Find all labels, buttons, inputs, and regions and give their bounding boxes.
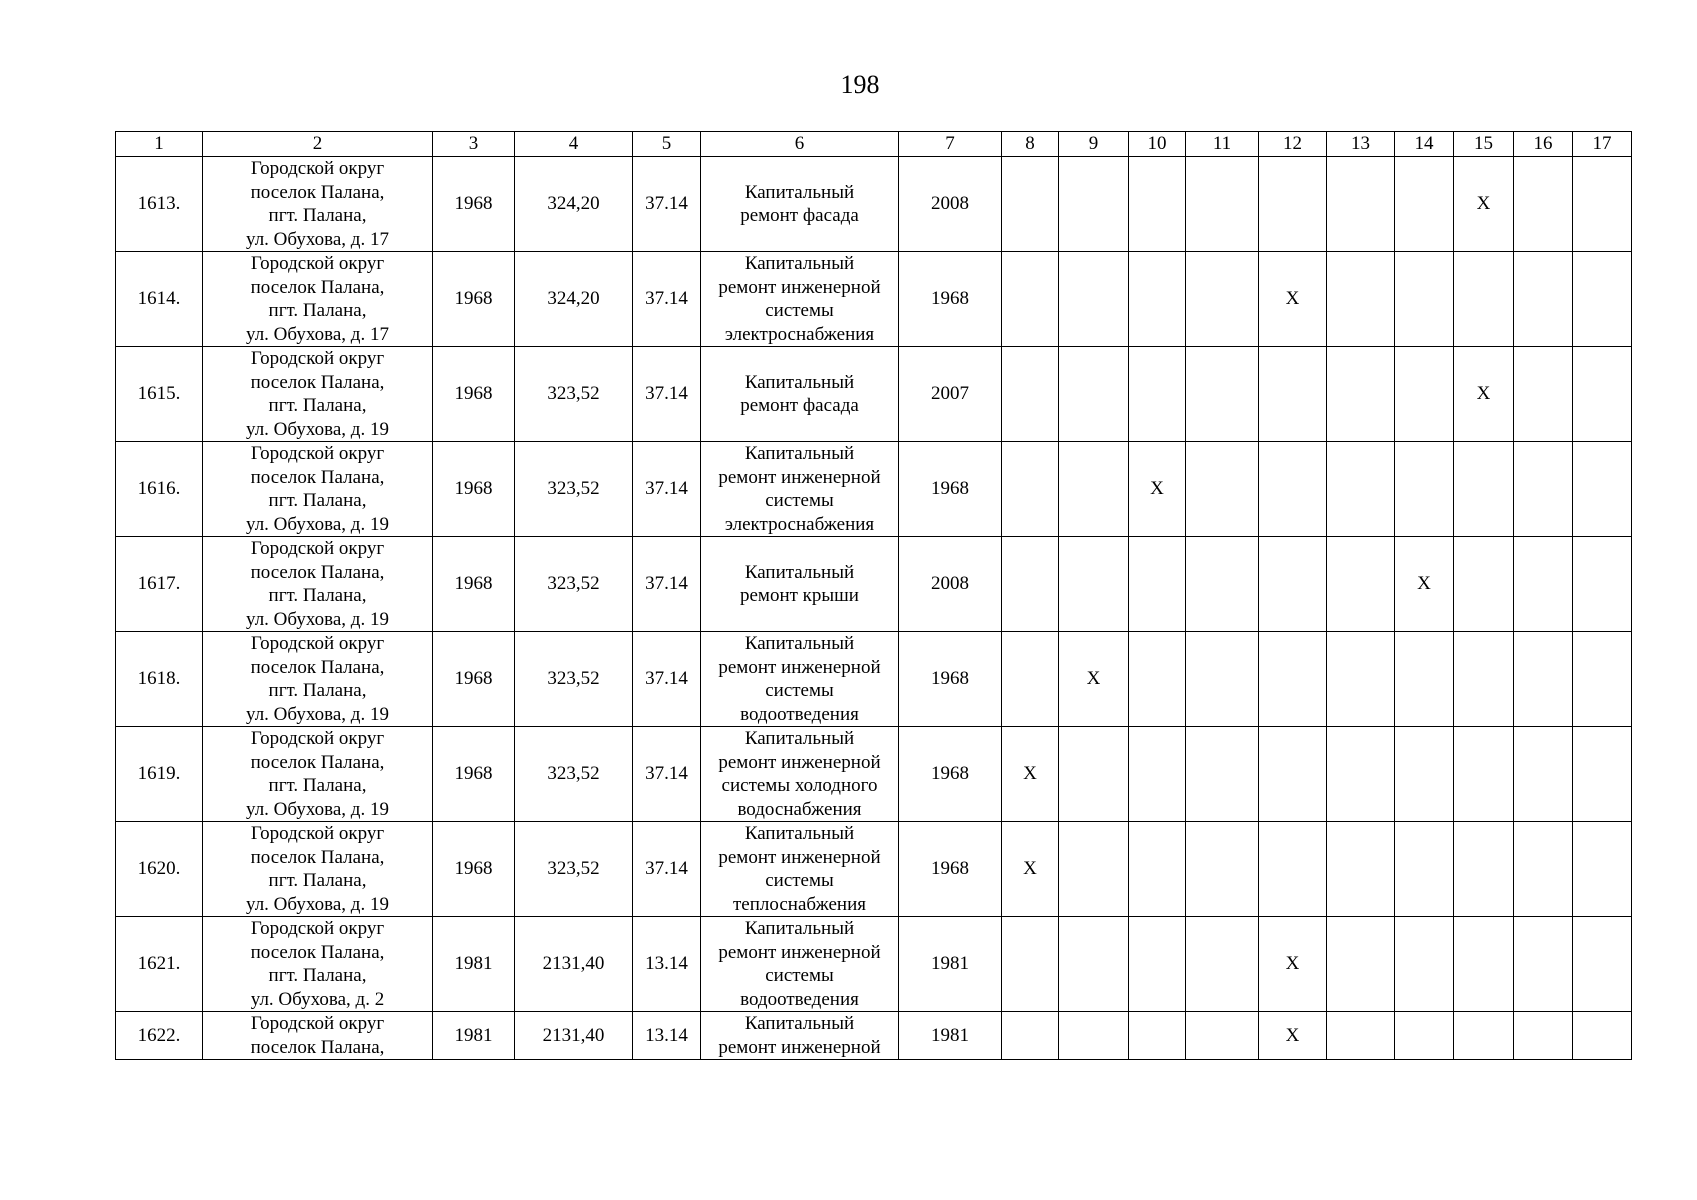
code-text: 37.14 (645, 858, 688, 880)
schedule-cell-col-8 (1002, 252, 1059, 347)
work-type-cell (701, 632, 899, 727)
table-row (116, 442, 1632, 537)
schedule-cell-col-14 (1395, 917, 1454, 1012)
work-year-text: 1981 (931, 953, 969, 975)
work-year-text: 2007 (931, 383, 969, 405)
work-year-text: 1968 (931, 858, 969, 880)
column-number-header: 13 (1327, 132, 1395, 157)
code-text: 37.14 (645, 573, 688, 595)
schedule-cell-col-10 (1129, 727, 1186, 822)
column-number-header: 2 (203, 132, 433, 157)
schedule-cell-col-11 (1186, 537, 1259, 632)
row-number-text: 1622. (137, 1024, 181, 1046)
area-cell (515, 347, 633, 442)
schedule-cell-col-9 (1059, 632, 1129, 727)
area-text: 324,20 (547, 288, 600, 310)
row-number-cell (116, 822, 203, 917)
row-number-text: 1614. (137, 288, 181, 310)
address-cell (203, 442, 433, 537)
address-cell (203, 1012, 433, 1060)
schedule-cell-col-13 (1327, 252, 1395, 347)
table-row (116, 347, 1632, 442)
area-text: 2131,40 (542, 1024, 605, 1046)
column-number-header: 16 (1514, 132, 1573, 157)
row-number-cell (116, 727, 203, 822)
schedule-cell-col-14 (1395, 347, 1454, 442)
code-text: 13.14 (645, 953, 688, 975)
schedule-cell-col-16 (1514, 727, 1573, 822)
column-number-header: 1 (116, 132, 203, 157)
build-year-text: 1968 (454, 478, 493, 500)
work-type-text: Капитальный ремонт инженерной системы электроснабжения (718, 253, 881, 345)
row-number-text: 1619. (137, 763, 181, 785)
schedule-cell-col-16 (1514, 252, 1573, 347)
build-year-cell (433, 157, 515, 252)
schedule-cell-col-16 (1514, 822, 1573, 917)
schedule-cell-col-14 (1395, 537, 1454, 632)
address-text: Городской округ поселок Палана, (250, 1013, 385, 1058)
address-cell (203, 727, 433, 822)
schedule-cell-col-12 (1259, 537, 1327, 632)
row-number-cell (116, 157, 203, 252)
schedule-cell-col-8 (1002, 157, 1059, 252)
schedule-cell-col-10 (1129, 632, 1186, 727)
work-type-cell (701, 727, 899, 822)
schedule-cell-col-12 (1259, 917, 1327, 1012)
schedule-cell-col-9 (1059, 822, 1129, 917)
code-text: 37.14 (645, 288, 688, 310)
table-row (116, 632, 1632, 727)
row-number-cell (116, 347, 203, 442)
schedule-mark: X (1476, 193, 1491, 215)
code-text: 37.14 (645, 478, 688, 500)
schedule-cell-col-13 (1327, 157, 1395, 252)
schedule-cell-col-11 (1186, 632, 1259, 727)
repair-register-table (115, 131, 1632, 1060)
build-year-cell (433, 442, 515, 537)
schedule-cell-col-8 (1002, 347, 1059, 442)
schedule-cell-col-17 (1573, 822, 1632, 917)
schedule-cell-col-13 (1327, 537, 1395, 632)
table-row (116, 537, 1632, 632)
schedule-cell-col-8 (1002, 822, 1059, 917)
column-number-header: 17 (1573, 132, 1632, 157)
schedule-cell-col-16 (1514, 157, 1573, 252)
table-body (116, 157, 1632, 1060)
column-number-header: 12 (1259, 132, 1327, 157)
row-number-text: 1613. (137, 193, 181, 215)
address-cell (203, 917, 433, 1012)
schedule-cell-col-14 (1395, 157, 1454, 252)
code-cell (633, 822, 701, 917)
work-type-cell (701, 157, 899, 252)
schedule-mark: X (1023, 763, 1037, 785)
work-type-text: Капитальный ремонт инженерной (718, 1013, 881, 1058)
schedule-cell-col-11 (1186, 252, 1259, 347)
column-number-header: 6 (701, 132, 899, 157)
schedule-cell-col-16 (1514, 347, 1573, 442)
work-type-cell (701, 1012, 899, 1060)
row-number-text: 1621. (137, 953, 181, 975)
build-year-cell (433, 1012, 515, 1060)
schedule-cell-col-17 (1573, 917, 1632, 1012)
build-year-cell (433, 822, 515, 917)
schedule-cell-col-10 (1129, 157, 1186, 252)
schedule-cell-col-10 (1129, 917, 1186, 1012)
area-cell (515, 632, 633, 727)
schedule-cell-col-15 (1454, 157, 1514, 252)
area-text: 323,52 (547, 763, 600, 785)
schedule-cell-col-17 (1573, 632, 1632, 727)
column-number-header: 8 (1002, 132, 1059, 157)
row-number-cell (116, 442, 203, 537)
column-number-header: 9 (1059, 132, 1129, 157)
schedule-cell-col-13 (1327, 1012, 1395, 1060)
schedule-cell-col-9 (1059, 252, 1129, 347)
row-number-text: 1615. (137, 383, 181, 405)
column-number-header: 14 (1395, 132, 1454, 157)
table-row (116, 157, 1632, 252)
schedule-cell-col-17 (1573, 442, 1632, 537)
work-type-text: Капитальный ремонт инженерной системы электроснабжения (718, 443, 881, 535)
schedule-cell-col-9 (1059, 157, 1129, 252)
address-text: Городской округ поселок Палана, пгт. Палана, ул. Обухова, д. 19 (246, 633, 389, 725)
build-year-text: 1981 (454, 1024, 493, 1046)
build-year-cell (433, 727, 515, 822)
schedule-cell-col-14 (1395, 822, 1454, 917)
work-type-cell (701, 822, 899, 917)
schedule-cell-col-8 (1002, 1012, 1059, 1060)
code-cell (633, 157, 701, 252)
address-text: Городской округ поселок Палана, пгт. Палана, ул. Обухова, д. 19 (246, 728, 389, 820)
work-type-text: Капитальный ремонт инженерной системы теплоснабжения (718, 823, 881, 915)
code-cell (633, 632, 701, 727)
schedule-cell-col-16 (1514, 632, 1573, 727)
work-type-cell (701, 917, 899, 1012)
schedule-cell-col-14 (1395, 632, 1454, 727)
schedule-cell-col-8 (1002, 442, 1059, 537)
work-year-text: 1968 (931, 668, 969, 690)
schedule-cell-col-15 (1454, 632, 1514, 727)
work-type-cell (701, 442, 899, 537)
work-type-cell (701, 537, 899, 632)
code-cell (633, 347, 701, 442)
work-type-text: Капитальный ремонт инженерной системы водоотведения (718, 918, 881, 1010)
code-text: 37.14 (645, 763, 688, 785)
schedule-cell-col-8 (1002, 917, 1059, 1012)
schedule-cell-col-12 (1259, 632, 1327, 727)
address-text: Городской округ поселок Палана, пгт. Палана, ул. Обухова, д. 17 (246, 253, 389, 345)
address-cell (203, 537, 433, 632)
schedule-cell-col-8 (1002, 537, 1059, 632)
work-type-text: Капитальный ремонт фасада (740, 371, 859, 416)
address-text: Городской округ поселок Палана, пгт. Палана, ул. Обухова, д. 2 (250, 918, 385, 1010)
schedule-cell-col-9 (1059, 917, 1129, 1012)
schedule-cell-col-14 (1395, 1012, 1454, 1060)
work-year-cell (899, 537, 1002, 632)
schedule-cell-col-15 (1454, 442, 1514, 537)
schedule-cell-col-12 (1259, 1012, 1327, 1060)
code-cell (633, 252, 701, 347)
schedule-cell-col-13 (1327, 442, 1395, 537)
column-number-header: 4 (515, 132, 633, 157)
address-cell (203, 632, 433, 727)
build-year-cell (433, 252, 515, 347)
area-text: 323,52 (547, 478, 600, 500)
schedule-cell-col-9 (1059, 347, 1129, 442)
work-year-cell (899, 252, 1002, 347)
code-cell (633, 1012, 701, 1060)
work-year-cell (899, 917, 1002, 1012)
schedule-mark: X (1023, 858, 1037, 880)
area-text: 323,52 (547, 858, 600, 880)
area-cell (515, 537, 633, 632)
schedule-cell-col-9 (1059, 1012, 1129, 1060)
row-number-cell (116, 632, 203, 727)
code-text: 37.14 (645, 193, 688, 215)
schedule-cell-col-10 (1129, 252, 1186, 347)
build-year-text: 1968 (454, 763, 493, 785)
schedule-cell-col-13 (1327, 727, 1395, 822)
schedule-cell-col-11 (1186, 917, 1259, 1012)
schedule-cell-col-10 (1129, 1012, 1186, 1060)
schedule-cell-col-15 (1454, 727, 1514, 822)
schedule-cell-col-17 (1573, 347, 1632, 442)
area-cell (515, 917, 633, 1012)
work-year-text: 1968 (931, 763, 969, 785)
row-number-cell (116, 537, 203, 632)
schedule-cell-col-9 (1059, 442, 1129, 537)
column-number-header: 11 (1186, 132, 1259, 157)
schedule-cell-col-10 (1129, 347, 1186, 442)
address-cell (203, 347, 433, 442)
schedule-mark: X (1285, 1024, 1300, 1046)
row-number-text: 1616. (137, 478, 181, 500)
schedule-cell-col-14 (1395, 727, 1454, 822)
row-number-text: 1620. (137, 858, 181, 880)
area-text: 323,52 (547, 573, 600, 595)
row-number-cell (116, 917, 203, 1012)
table-header (116, 132, 1632, 157)
area-text: 324,20 (547, 193, 600, 215)
row-number-cell (116, 1012, 203, 1060)
schedule-cell-col-17 (1573, 252, 1632, 347)
area-cell (515, 1012, 633, 1060)
work-type-text: Капитальный ремонт крыши (740, 561, 859, 606)
build-year-text: 1968 (454, 668, 493, 690)
code-cell (633, 442, 701, 537)
area-cell (515, 252, 633, 347)
build-year-text: 1968 (454, 573, 493, 595)
schedule-cell-col-15 (1454, 347, 1514, 442)
schedule-mark: X (1417, 573, 1431, 595)
work-type-text: Капитальный ремонт фасада (740, 181, 859, 226)
build-year-cell (433, 347, 515, 442)
work-year-text: 1981 (931, 1024, 969, 1046)
column-number-row (116, 132, 1632, 157)
schedule-cell-col-17 (1573, 1012, 1632, 1060)
build-year-cell (433, 632, 515, 727)
work-year-cell (899, 1012, 1002, 1060)
schedule-mark: X (1086, 668, 1101, 690)
schedule-cell-col-15 (1454, 537, 1514, 632)
schedule-cell-col-13 (1327, 822, 1395, 917)
schedule-cell-col-12 (1259, 157, 1327, 252)
schedule-cell-col-11 (1186, 822, 1259, 917)
schedule-mark: X (1285, 288, 1300, 310)
schedule-cell-col-10 (1129, 537, 1186, 632)
schedule-cell-col-11 (1186, 347, 1259, 442)
schedule-cell-col-12 (1259, 727, 1327, 822)
code-text: 13.14 (645, 1024, 688, 1046)
code-cell (633, 727, 701, 822)
work-year-cell (899, 157, 1002, 252)
schedule-cell-col-17 (1573, 157, 1632, 252)
schedule-cell-col-9 (1059, 537, 1129, 632)
schedule-cell-col-16 (1514, 442, 1573, 537)
schedule-cell-col-15 (1454, 1012, 1514, 1060)
code-text: 37.14 (645, 668, 688, 690)
address-cell (203, 822, 433, 917)
schedule-mark: X (1476, 383, 1491, 405)
area-cell (515, 442, 633, 537)
schedule-cell-col-17 (1573, 727, 1632, 822)
build-year-cell (433, 537, 515, 632)
code-cell (633, 537, 701, 632)
address-text: Городской округ поселок Палана, пгт. Палана, ул. Обухова, д. 19 (246, 538, 389, 630)
table-row (116, 727, 1632, 822)
work-type-cell (701, 252, 899, 347)
schedule-cell-col-13 (1327, 917, 1395, 1012)
address-text: Городской округ поселок Палана, пгт. Палана, ул. Обухова, д. 19 (246, 443, 389, 535)
work-year-text: 1968 (931, 288, 969, 310)
table-row (116, 822, 1632, 917)
work-year-cell (899, 442, 1002, 537)
schedule-cell-col-15 (1454, 917, 1514, 1012)
schedule-cell-col-16 (1514, 917, 1573, 1012)
schedule-cell-col-10 (1129, 822, 1186, 917)
schedule-cell-col-11 (1186, 727, 1259, 822)
table-row (116, 1012, 1632, 1060)
work-type-text: Капитальный ремонт инженерной системы холодного водоснабжения (718, 728, 881, 820)
schedule-cell-col-8 (1002, 632, 1059, 727)
schedule-cell-col-10 (1129, 442, 1186, 537)
column-number-header: 7 (899, 132, 1002, 157)
work-type-cell (701, 347, 899, 442)
column-number-header: 15 (1454, 132, 1514, 157)
schedule-cell-col-11 (1186, 1012, 1259, 1060)
address-cell (203, 252, 433, 347)
area-cell (515, 157, 633, 252)
area-text: 323,52 (547, 383, 600, 405)
build-year-text: 1968 (454, 858, 493, 880)
row-number-text: 1618. (137, 668, 181, 690)
schedule-cell-col-11 (1186, 157, 1259, 252)
work-year-cell (899, 347, 1002, 442)
schedule-mark: X (1150, 478, 1164, 500)
schedule-cell-col-8 (1002, 727, 1059, 822)
schedule-cell-col-12 (1259, 347, 1327, 442)
area-text: 323,52 (547, 668, 600, 690)
build-year-text: 1968 (454, 383, 493, 405)
schedule-cell-col-12 (1259, 822, 1327, 917)
schedule-cell-col-16 (1514, 537, 1573, 632)
row-number-cell (116, 252, 203, 347)
schedule-cell-col-12 (1259, 252, 1327, 347)
build-year-text: 1981 (454, 953, 493, 975)
schedule-cell-col-11 (1186, 442, 1259, 537)
address-cell (203, 157, 433, 252)
column-number-header: 10 (1129, 132, 1186, 157)
build-year-cell (433, 917, 515, 1012)
table-row (116, 917, 1632, 1012)
schedule-cell-col-15 (1454, 822, 1514, 917)
work-year-text: 2008 (931, 573, 969, 595)
column-number-header: 3 (433, 132, 515, 157)
address-text: Городской округ поселок Палана, пгт. Палана, ул. Обухова, д. 17 (246, 158, 389, 250)
schedule-cell-col-13 (1327, 347, 1395, 442)
work-year-cell (899, 727, 1002, 822)
schedule-cell-col-14 (1395, 252, 1454, 347)
area-cell (515, 727, 633, 822)
schedule-cell-col-9 (1059, 727, 1129, 822)
schedule-cell-col-17 (1573, 537, 1632, 632)
schedule-cell-col-15 (1454, 252, 1514, 347)
work-type-text: Капитальный ремонт инженерной системы водоотведения (718, 633, 881, 725)
row-number-text: 1617. (137, 573, 181, 595)
work-year-text: 1968 (931, 478, 969, 500)
build-year-text: 1968 (454, 288, 493, 310)
page-number: 198 (840, 70, 880, 99)
work-year-cell (899, 632, 1002, 727)
code-cell (633, 917, 701, 1012)
address-text: Городской округ поселок Палана, пгт. Палана, ул. Обухова, д. 19 (246, 823, 389, 915)
area-cell (515, 822, 633, 917)
address-text: Городской округ поселок Палана, пгт. Палана, ул. Обухова, д. 19 (246, 348, 389, 440)
schedule-cell-col-12 (1259, 442, 1327, 537)
build-year-text: 1968 (454, 193, 493, 215)
work-year-text: 2008 (931, 193, 969, 215)
column-number-header: 5 (633, 132, 701, 157)
code-text: 37.14 (645, 383, 688, 405)
schedule-cell-col-13 (1327, 632, 1395, 727)
table-row (116, 252, 1632, 347)
schedule-mark: X (1285, 953, 1300, 975)
schedule-cell-col-14 (1395, 442, 1454, 537)
work-year-cell (899, 822, 1002, 917)
schedule-cell-col-16 (1514, 1012, 1573, 1060)
area-text: 2131,40 (542, 953, 605, 975)
